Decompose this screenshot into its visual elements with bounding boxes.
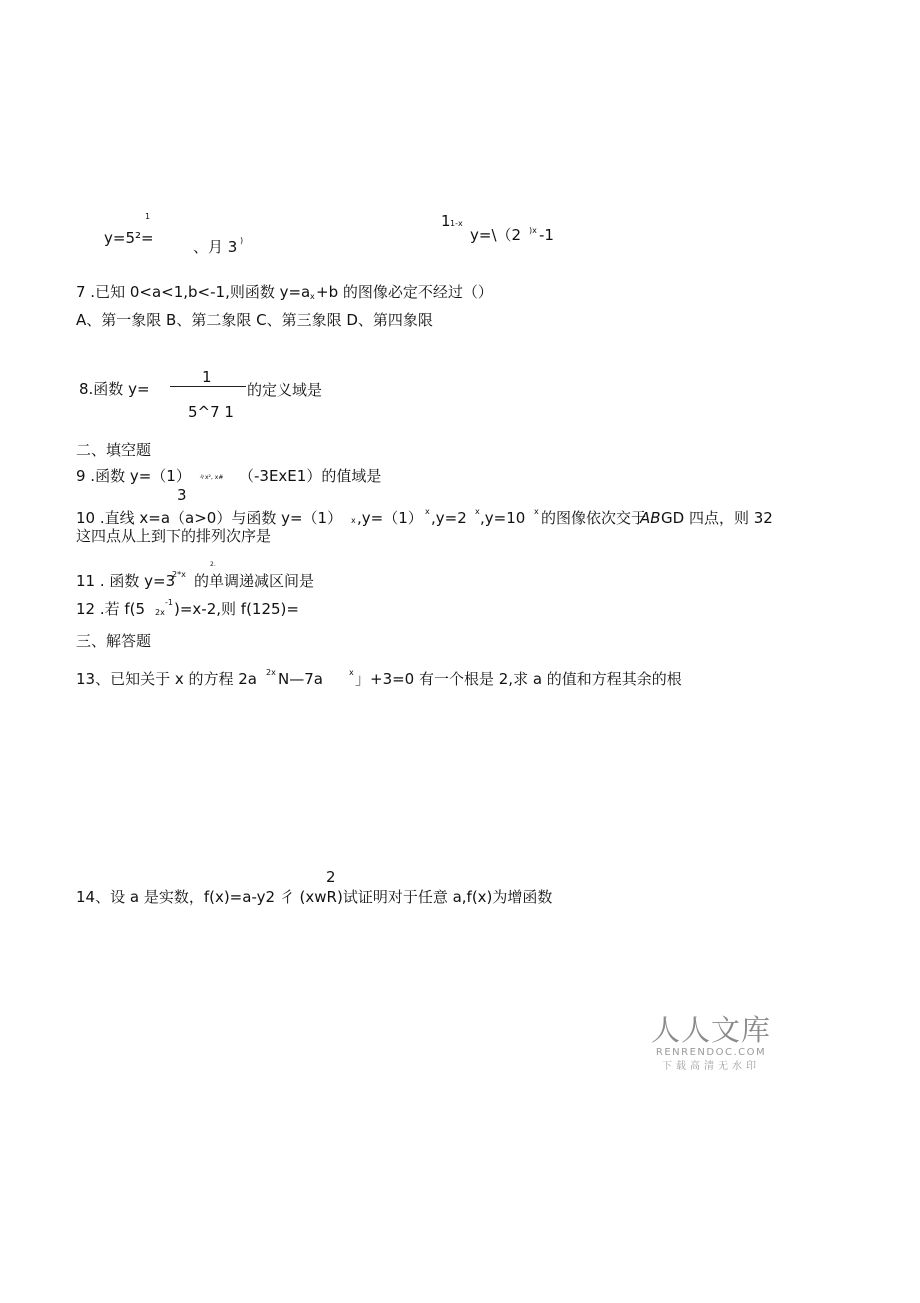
- q10-sub-x: x: [351, 516, 356, 525]
- q13-text-b: N—7a: [278, 670, 323, 688]
- q10-sup-x3: x: [534, 507, 539, 516]
- q8-fraction-bar: [170, 386, 246, 387]
- q11-small-mark: 2.: [210, 561, 216, 568]
- watermark: [646, 1013, 776, 1073]
- section-2-heading: 二、填空题: [76, 441, 152, 459]
- q13-sup-2x: 2x: [266, 668, 276, 677]
- q13-text-c: 」+3=0 有一个根是 2,求 a 的值和方程其余的根: [355, 670, 682, 688]
- formula-exponent: )x: [529, 226, 537, 235]
- q10-line-2: 这四点从上到下的排列次序是: [76, 527, 272, 545]
- q8-label: 8.函数 y=: [79, 380, 150, 398]
- formula-y-2: y=\（2: [470, 226, 522, 244]
- watermark-note: 下载高清无水印: [662, 1061, 760, 1072]
- q7-text-a: 7 .已知 0<a<1,b<-1,则函数 y=a: [76, 283, 311, 301]
- q7-options: A、第一象限 B、第二象限 C、第三象限 D、第四象限: [76, 311, 433, 329]
- q12-text-a: 12 .若 f(5: [76, 600, 146, 618]
- formula-minus-one: -1: [539, 226, 554, 244]
- q8-numerator: 1: [202, 368, 212, 386]
- q9-small-text: 々x², x#: [199, 474, 224, 481]
- section-3-heading: 三、解答题: [76, 632, 152, 650]
- watermark-url: RENRENDOC.COM: [655, 1047, 767, 1058]
- q13-sup-x: x: [349, 668, 354, 677]
- formula-one: 1: [441, 212, 451, 230]
- q9-below-three: 3: [177, 486, 187, 504]
- formula-paren: ): [240, 236, 244, 245]
- q9-text-a: 9 .函数 y=（1）: [76, 467, 191, 485]
- q14-above-two: 2: [326, 868, 336, 886]
- q8-suffix: 的定义域是: [247, 381, 323, 399]
- q10-text-f: GD 四点，则 32: [661, 509, 773, 527]
- q11-text-a: 11 . 函数 y=3: [76, 572, 176, 590]
- q10-sup-x1: x: [425, 507, 430, 516]
- q8-denominator: 5^7 1: [188, 403, 234, 421]
- q11-superscript: 2*x: [172, 570, 186, 579]
- q10-text-b: ,y=（1）: [357, 509, 423, 527]
- q10-sup-x2: x: [475, 507, 480, 516]
- formula-y-5: y=5²=: [104, 229, 154, 247]
- q14-text: 14、设 a 是实数，f(x)=a-y2 彳 (xwR)试证明对于任意 a,f(x)为增函数: [76, 888, 553, 906]
- q10-text-e: 的图像依次交于: [541, 509, 647, 527]
- q7-subscript: x: [310, 292, 315, 301]
- formula-superscript: 1: [145, 212, 151, 221]
- q10-text-c: ,y=2: [431, 509, 467, 527]
- q10-italic-ab: AB: [640, 509, 661, 527]
- q9-text-b: （-3ExE1）的值域是: [239, 467, 382, 485]
- q7-text-b: +b 的图像必定不经过（）: [316, 283, 493, 301]
- q10-text-d: ,y=10: [480, 509, 526, 527]
- q11-text-b: 的单调递减区间是: [194, 572, 315, 590]
- q12-subscript: 2x: [155, 608, 165, 617]
- formula-subscript: 1-x: [450, 219, 463, 228]
- q12-text-b: )=x-2,则 f(125)=: [174, 600, 299, 618]
- q10-text-a: 10 .直线 x=a（a>0）与函数 y=（1）: [76, 509, 343, 527]
- q12-superscript: -1: [165, 598, 173, 607]
- formula-month-3: 、月 3: [193, 238, 238, 256]
- watermark-title: 人人文库: [650, 1013, 771, 1047]
- q13-text-a: 13、已知关于 x 的方程 2a: [76, 670, 258, 688]
